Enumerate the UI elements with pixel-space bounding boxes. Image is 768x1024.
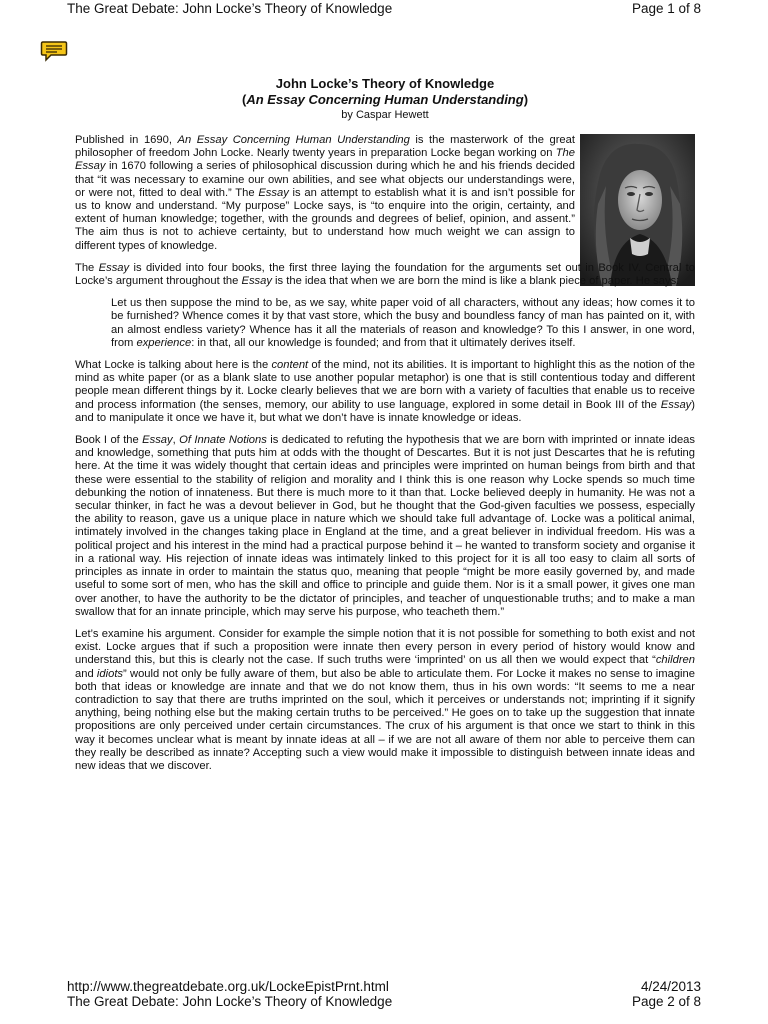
next-page-header — [0, 994, 768, 1012]
paragraph-argument: Let’s examine his argument. Consider for example the simple notion that it is not possible for something to both exist and not exist. Locke argues that if such a proposition were innate then every person in every period of history would know and understand this, but this is clearly not the case. If such truths were ‘imprinted’ on us all then we would expect that “children and idiots” would not only be fully aware of them, but also be able to articulate them. For Locke it makes no sense to imagine both that ideas or knowledge are innate and that we do not know them, thus in his own words: “It seems to me a near contradiction to say that there are truths imprinted on the soul, which it perceives or understands not; imprinting if it signify anything, being nothing else but the making certain truths to be perceived.” He goes on to take up the suggestion that innate propositions are only perceived under certain circumstances. The crux of his argument is that once we start to think in this way it becomes unclear what is meant by innate ideas at all – if we are not all aware of them nor able to perceive them can they really be described as innate? Accepting such a view would make it impossible to distinguish between innate ideas and new ideas that we discover. — [75, 627, 695, 772]
document-title: John Locke’s Theory of Knowledge — [275, 76, 495, 91]
document-byline: by Caspar Hewett — [341, 109, 429, 121]
footer-date: 4/24/2013 — [640, 979, 701, 994]
document-subtitle: (An Essay Concerning Human Understanding) — [241, 92, 529, 107]
page-header — [0, 1, 768, 19]
header-title: The Great Debate: John Locke’s Theory of Knowledge — [67, 1, 393, 16]
header-page-number: Page 1 of 8 — [631, 1, 701, 16]
paragraph-content-of-mind: What Locke is talking about here is the content of the mind, not its abilities. It is important to highlight this as the notion of the mind as white paper (or as a blank slate to use another popular metaphor) is one that is still contentious today and different people mean different things by it. Locke clearly believes that we are born with a variety of faculties that enable us to receive and process information (the senses, memory, our ability to use language, explored in some detail in Book III of the Essay) and to manipulate it once we have it, but what we don’t have is innate knowledge or ideas. — [75, 359, 695, 424]
comment-note-icon[interactable] — [40, 40, 68, 60]
paragraph-intro: Published in 1690, An Essay Concerning Human Understanding is the masterwork of the great philosopher of freedom John Locke. Nearly twenty years in preparation Locke began working on The Essay in 1670 following a series of philosophical discussion during which he and his friends decided that “it was necessary to examine our own abilities, and see what objects our understandings were, or were not, fitted to deal with.” The Essay is an attempt to establish what it is and isn’t possible for us to know and understand. “My purpose” Locke says, is “to enquire into the origin, certainty, and extent of human knowledge; together, with the grounds and degrees of belief, opinion, and assent.” The aim thus is not to achieve certainty, but to understand how much weight we can assign to different types of knowledge. — [75, 134, 575, 252]
document-title-block — [75, 76, 695, 122]
paragraph-books: The Essay is divided into four books, the first three laying the foundation for the arguments set out in Book IV. Central to Locke’s argument throughout the Essay is the idea that when we are born the mind is like a blank piece of paper. He says: — [75, 261, 695, 288]
next-header-title: The Great Debate: John Locke’s Theory of Knowledge — [67, 994, 393, 1009]
footer-url[interactable]: http://www.thegreatdebate.org.uk/LockeEpistPrnt.html — [67, 979, 389, 994]
block-quote: Let us then suppose the mind to be, as we say, white paper void of all characters, without any ideas; how comes it to be furnished? Whence comes it by that vast store, which the busy and boundless fancy of man has painted on it, with an almost endless variety? Whence has it all the materials of reason and knowledge? To this I answer, in one word, from experience: in that, all our knowledge is founded; and from that it ultimately derives itself. — [111, 297, 695, 349]
next-header-page-number: Page 2 of 8 — [631, 994, 701, 1009]
paragraph-innate-notions: Book I of the Essay, Of Innate Notions is dedicated to refuting the hypothesis that we are born with imprinted or innate ideas and knowledge, something that puts him at odds with the thought of Descartes. But it is not just Descartes that he is refuting here. At the time it was widely thought that certain ideas and principles were imprinted on human beings from birth and that these were essential to the stability of religion and morality and I think this is one reason why Locke spends so much time debunking the notion of innateness. But there is much more to it than that. Locke believed deeply in humanity. He was not a secular thinker, in fact he was a devout believer in God, but he thought that the God-given faculties we possess, especially the ability to reason, gave us a unique place in nature which we should take full advantage of. Locke was a political animal, intimately involved in the changes taking place in England at the time, and a great believer in individual freedom. His was a political project and his interest in the mind had a practical purpose behind it – he wanted to transform society and organise it in a rational way. His rejection of innate ideas was intimately linked to this project for it is all too easy to claim all sorts of principles as innate in order to maintain the status quo, meaning that people “might be more easily governed by, and made useful to some sort of men, who has the skill and office to principle and guide them. Nor is it a small power, it gives one man over another, to have the authority to be the dictator of principles, and teacher of unquestionable truths; and to make a man swallow that for an innate principle, which may serve his purpose, who teacheth them.” — [75, 434, 695, 618]
article-body — [75, 134, 695, 782]
